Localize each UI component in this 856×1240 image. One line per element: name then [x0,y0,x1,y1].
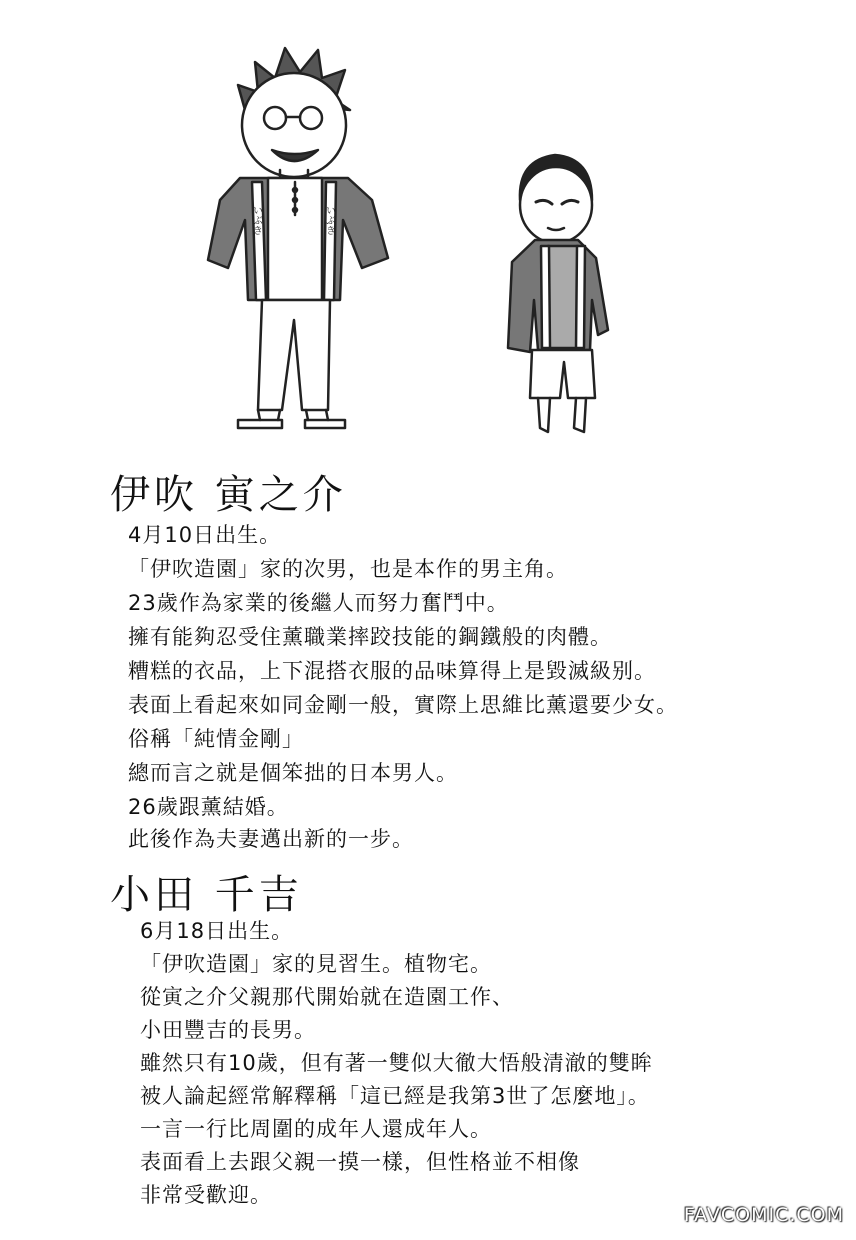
profile-line: 俗稱「純情金剛」 [128,727,304,751]
profile-line: 被人論起經常解釋稱「這已經是我第3世了怎麼地」。 [140,1084,650,1108]
profile-line: 表面上看起來如同金剛一般，實際上思維比薰還要少女。 [128,693,678,717]
profile-senkichi [0,855,856,1215]
profile-line: 表面看上去跟父親一摸一樣，但性格並不相像 [140,1150,580,1174]
senkichi-figure [508,155,608,432]
coat-text-right: いぶき [323,205,335,235]
profile-line: 「伊吹造園」家的見習生。植物宅。 [140,952,492,976]
profile-line: 總而言之就是個笨拙的日本男人。 [128,761,458,785]
profile-line: 「伊吹造園」家的次男，也是本作的男主角。 [128,557,568,581]
profile-line: 6月18日出生。 [140,919,294,943]
profile-line: 擁有能夠忍受住薰職業摔跤技能的鋼鐵般的肉體。 [128,625,612,649]
profile-line: 此後作為夫妻邁出新的一步。 [128,827,414,851]
profile-line: 小田豐吉的長男。 [140,1018,316,1042]
profile-line: 4月10日出生。 [128,523,282,547]
profile-line: 從寅之介父親那代開始就在造園工作、 [140,985,514,1009]
profile-line: 23歲作為家業的後繼人而努力奮鬥中。 [128,591,509,615]
profile-line: 一言一行比周圍的成年人還成年人。 [140,1117,492,1141]
character-illustration [0,0,856,450]
profile-line: 雖然只有10歲，但有著一雙似大徹大悟般清澈的雙眸 [140,1051,653,1075]
site-watermark: FAVCOMIC.COM [683,1204,844,1226]
profile-torakichi [0,455,856,850]
profile-name: 小田 千吉 [110,872,303,918]
profile-line: 非常受歡迎。 [140,1183,272,1207]
profile-name: 伊吹 寅之介 [110,472,347,518]
profile-line: 糟糕的衣品，上下混搭衣服的品味算得上是毀滅級别。 [128,659,656,683]
coat-text-left: いぶき [250,205,262,235]
profile-line: 26歲跟薰結婚。 [128,795,289,819]
torakichi-figure [208,48,388,428]
